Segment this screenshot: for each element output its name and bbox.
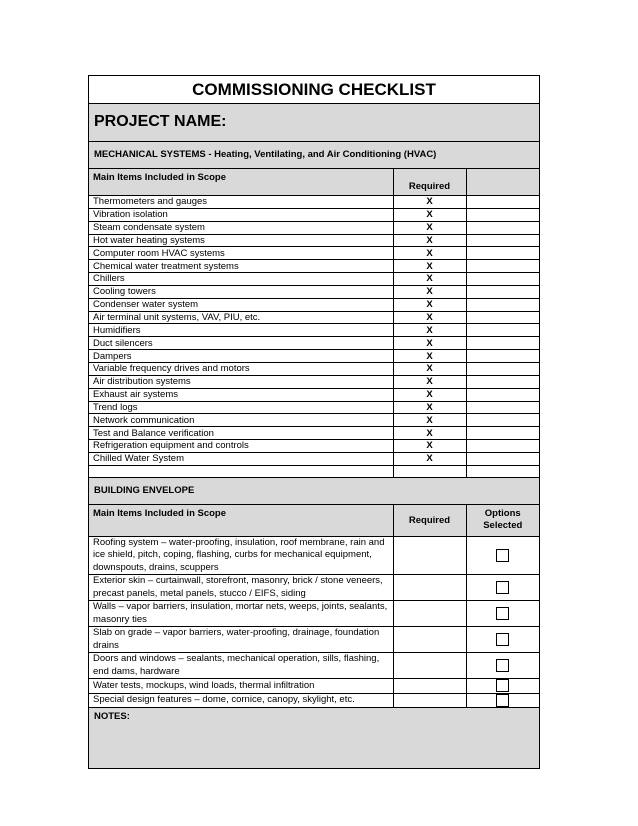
item-label: Exhaust air systems xyxy=(89,388,393,401)
item-label: Computer room HVAC systems xyxy=(89,247,393,260)
table-row xyxy=(89,388,539,401)
table-row xyxy=(89,260,539,273)
item-label: Refrigeration equipment and controls xyxy=(89,440,393,453)
blank-cell xyxy=(466,311,539,324)
required-cell xyxy=(393,653,466,679)
required-mark: X xyxy=(393,350,466,363)
required-mark: X xyxy=(393,362,466,375)
options-cell xyxy=(466,575,539,601)
blank-cell xyxy=(466,337,539,350)
envelope-header-row xyxy=(89,505,539,537)
table-row xyxy=(89,234,539,247)
blank-cell xyxy=(466,208,539,221)
table-row xyxy=(89,298,539,311)
item-label: Chilled Water System xyxy=(89,452,393,465)
required-mark: X xyxy=(393,221,466,234)
required-mark: X xyxy=(393,273,466,286)
item-label: Roofing system – water-proofing, insulation, roof membrane, rain and ice shield, pitch, coping, flashing, curbs for mechanical equipment, downspouts, drains, scuppers xyxy=(89,536,393,575)
required-mark: X xyxy=(393,427,466,440)
item-label: Dampers xyxy=(89,350,393,363)
table-row xyxy=(89,601,539,627)
options-cell xyxy=(466,693,539,708)
required-mark: X xyxy=(393,247,466,260)
required-mark: X xyxy=(393,375,466,388)
blank-cell xyxy=(466,388,539,401)
blank-cell xyxy=(466,465,539,477)
table-row xyxy=(89,311,539,324)
table-row xyxy=(89,440,539,453)
table-row xyxy=(89,575,539,601)
options-cell xyxy=(466,679,539,694)
required-mark: X xyxy=(393,260,466,273)
table-row xyxy=(89,375,539,388)
blank-cell xyxy=(466,401,539,414)
project-name-label: PROJECT NAME: xyxy=(89,104,539,142)
table-row xyxy=(89,350,539,363)
item-label: Cooling towers xyxy=(89,285,393,298)
table-row xyxy=(89,285,539,298)
blank-cell xyxy=(466,452,539,465)
required-mark: X xyxy=(393,234,466,247)
table-row xyxy=(89,247,539,260)
envelope-section-heading: BUILDING ENVELOPE xyxy=(89,478,539,505)
item-label: Chillers xyxy=(89,273,393,286)
blank-cell xyxy=(466,350,539,363)
item-label: Chemical water treatment systems xyxy=(89,260,393,273)
blank-row xyxy=(89,465,539,477)
column-header-items: Main Items Included in Scope xyxy=(89,505,393,537)
required-mark: X xyxy=(393,324,466,337)
required-cell xyxy=(393,575,466,601)
checklist-sheet xyxy=(88,75,540,769)
item-label: Variable frequency drives and motors xyxy=(89,362,393,375)
table-row xyxy=(89,693,539,708)
item-label: Air terminal unit systems, VAV, PIU, etc. xyxy=(89,311,393,324)
blank-cell xyxy=(466,273,539,286)
blank-cell xyxy=(466,298,539,311)
mechanical-header-row xyxy=(89,169,539,196)
required-mark: X xyxy=(393,337,466,350)
table-row xyxy=(89,362,539,375)
table-row xyxy=(89,452,539,465)
item-label: Hot water heating systems xyxy=(89,234,393,247)
mechanical-table xyxy=(89,169,539,478)
required-mark: X xyxy=(393,401,466,414)
blank-cell xyxy=(466,221,539,234)
required-cell xyxy=(393,601,466,627)
blank-cell xyxy=(466,234,539,247)
blank-cell xyxy=(466,414,539,427)
item-label: Vibration isolation xyxy=(89,208,393,221)
item-label: Water tests, mockups, wind loads, thermal infiltration xyxy=(89,679,393,694)
table-row xyxy=(89,273,539,286)
column-header-items: Main Items Included in Scope xyxy=(89,169,393,196)
option-checkbox[interactable] xyxy=(496,679,509,692)
item-label: Special design features – dome, cornice, canopy, skylight, etc. xyxy=(89,693,393,708)
option-checkbox[interactable] xyxy=(496,659,509,672)
blank-cell xyxy=(466,362,539,375)
table-row xyxy=(89,337,539,350)
item-label: Steam condensate system xyxy=(89,221,393,234)
blank-cell xyxy=(89,465,393,477)
required-mark: X xyxy=(393,452,466,465)
column-header-blank xyxy=(466,169,539,196)
column-header-required: Required xyxy=(393,169,466,196)
item-label: Exterior skin – curtainwall, storefront, masonry, brick / stone veneers, precast panels, metal panels, stucco / EIFS, siding xyxy=(89,575,393,601)
required-mark: X xyxy=(393,285,466,298)
table-row xyxy=(89,653,539,679)
option-checkbox[interactable] xyxy=(496,633,509,646)
required-mark: X xyxy=(393,196,466,209)
blank-cell xyxy=(466,427,539,440)
table-row xyxy=(89,324,539,337)
column-header-required: Required xyxy=(393,505,466,537)
column-header-options: Options Selected xyxy=(466,505,539,537)
item-label: Walls – vapor barriers, insulation, mortar nets, weeps, joints, sealants, masonry ties xyxy=(89,601,393,627)
item-label: Thermometers and gauges xyxy=(89,196,393,209)
table-row xyxy=(89,401,539,414)
required-mark: X xyxy=(393,388,466,401)
item-label: Slab on grade – vapor barriers, water-proofing, drainage, foundation drains xyxy=(89,627,393,653)
item-label: Condenser water system xyxy=(89,298,393,311)
required-cell xyxy=(393,536,466,575)
required-cell xyxy=(393,679,466,694)
table-row xyxy=(89,679,539,694)
required-mark: X xyxy=(393,208,466,221)
blank-cell xyxy=(466,375,539,388)
table-row xyxy=(89,414,539,427)
envelope-table xyxy=(89,505,539,709)
item-label: Trend logs xyxy=(89,401,393,414)
table-row xyxy=(89,427,539,440)
item-label: Test and Balance verification xyxy=(89,427,393,440)
item-label: Air distribution systems xyxy=(89,375,393,388)
blank-cell xyxy=(466,247,539,260)
required-mark: X xyxy=(393,298,466,311)
blank-cell xyxy=(393,465,466,477)
required-mark: X xyxy=(393,440,466,453)
blank-cell xyxy=(466,285,539,298)
mechanical-section-heading: MECHANICAL SYSTEMS - Heating, Ventilating, and Air Conditioning (HVAC) xyxy=(89,142,539,169)
options-cell xyxy=(466,627,539,653)
option-checkbox[interactable] xyxy=(496,607,509,620)
blank-cell xyxy=(466,324,539,337)
table-row xyxy=(89,627,539,653)
blank-cell xyxy=(466,260,539,273)
table-row xyxy=(89,221,539,234)
blank-cell xyxy=(466,196,539,209)
table-row xyxy=(89,208,539,221)
options-cell xyxy=(466,653,539,679)
option-checkbox[interactable] xyxy=(496,581,509,594)
required-mark: X xyxy=(393,311,466,324)
options-cell xyxy=(466,536,539,575)
item-label: Duct silencers xyxy=(89,337,393,350)
item-label: Network communication xyxy=(89,414,393,427)
table-row xyxy=(89,196,539,209)
option-checkbox[interactable] xyxy=(496,694,509,707)
page-title: COMMISSIONING CHECKLIST xyxy=(89,76,539,104)
item-label: Humidifiers xyxy=(89,324,393,337)
required-cell xyxy=(393,693,466,708)
options-cell xyxy=(466,601,539,627)
item-label: Doors and windows – sealants, mechanical operation, sills, flashing, end dams, hardware xyxy=(89,653,393,679)
required-mark: X xyxy=(393,414,466,427)
required-cell xyxy=(393,627,466,653)
notes-label: NOTES: xyxy=(89,708,539,768)
option-checkbox[interactable] xyxy=(496,549,509,562)
table-row xyxy=(89,536,539,575)
blank-cell xyxy=(466,440,539,453)
